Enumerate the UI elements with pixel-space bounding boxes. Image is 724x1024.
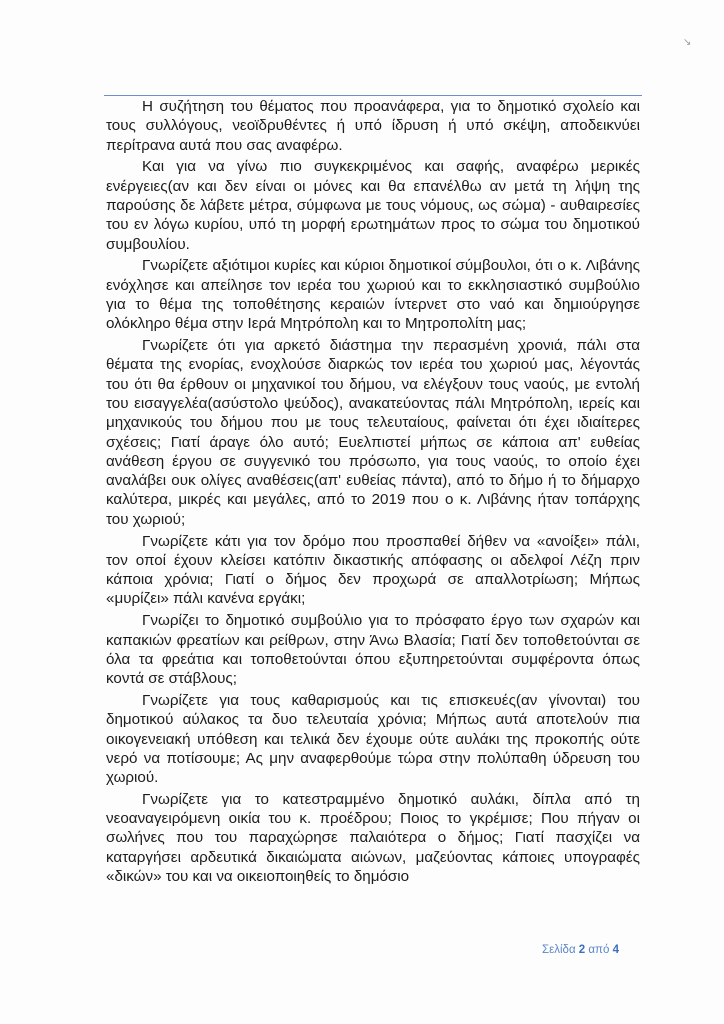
page-footer: [542, 944, 619, 956]
footer-of-word: από: [588, 944, 610, 956]
body-text: [106, 97, 640, 889]
paragraph-6: Γνωρίζει το δημοτικό συμβούλιο για το πρόσφατο έργο των σχαρών και καπακιών φρεατίων και ρείθρων, στην Άνω Βλασία; Γιατί δεν τοποθετούνται σε όλα τα φρεάτια και τοποθετούνται όπου εξυπηρετούνται συμφέροντα όπως κοντά σε στάβλους;: [106, 612, 640, 688]
paragraph-4: Γνωρίζετε ότι για αρκετό διάστημα την περασμένη χρονιά, πάλι στα θέματα της ενορίας, ενοχλούσε διαρκώς τον ιερέα του χωριού μας, λέγοντάς του ότι θα έρθουν οι μηχανικοί του δήμου, να ελέγξουν τους ναούς, με εντολή του εισαγγελέα(ασύστολο ψεύδος), ανακατεύοντας πάλι Μητρόπολη, ιερείς και μηχανικούς του δήμου που με τους τελευταίους, φαίνεται ότι έχει ιδιαίτερες σχέσεις; Γιατί άραγε όλο αυτό; Ευελπιστεί μήπως σε κάποια απ' ευθείας ανάθεση έργου σε συγγενικό του πρόσωπο, για τους ναούς, το οποίο έχει αναλάβει ουκ ολίγες αναθέσεις(απ' ευθείας πάντα), από το δήμο ή το δήμαρχο καλύτερα, μικρές και μεγάλες, από το 2019 που ο κ. Λιβάνης ήταν τοπάρχης του χωριού;: [106, 337, 640, 528]
paragraph-5: Γνωρίζετε κάτι για τον δρόμο που προσπαθεί δήθεν να «ανοίξει» πάλι, τον οποί έχουν κλείσει κατόπιν δικαστικής απόφασης οι αδελφοί Λέζη πριν κάποια χρόνια; Γιατί ο δήμος δεν προχωρά σε απαλλοτρίωση; Μήπως «μυρίζει» πάλι κανένα εργάκι;: [106, 532, 640, 608]
paragraph-1: Η συζήτηση του θέματος που προανάφερα, για το δημοτικό σχολείο και τους συλλόγους, νεοϊδρυθέντες ή υπό ίδρυση ή υπό σκέψη, αποδεικνύει περίτρανα αυτά που σας αναφέρω.: [106, 98, 640, 154]
footer-page-number: 2: [578, 944, 586, 956]
header-rule: [104, 95, 642, 96]
scan-speck-icon: ↘: [683, 37, 692, 48]
paragraph-8: Γνωρίζετε για το κατεστραμμένο δημοτικό αυλάκι, δίπλα από τη νεοαναγειρόμενη οικία του κ. προέδρου; Ποιος το γκρέμισε; Που πήγαν οι σωλήνες που του παραχώρησε παλαιότερα ο δήμος; Γιατί πασχίζει να καταργήσει αρδευτικά δικαιώματα αιώνων, μαζεύοντας κάποιες υπογραφές «δικών» του και να οικειοποιηθείς το δημόσιο: [106, 790, 640, 886]
paragraph-2: Και για να γίνω πιο συγκεκριμένος και σαφής, αναφέρω μερικές ενέργειες(αν και δεν είναι οι μόνες και θα επανέλθω αν μετά τη λήψη της παρούσης δε λάβετε μέτρα, σύμφωνα με τους νόμους, ως σώμα) - αυθαιρεσίες του εν λόγω κυρίου, υπό τη μορφή ερωτημάτων προς το σώμα του δημοτικού συμβουλίου.: [106, 158, 640, 253]
paragraph-3: Γνωρίζετε αξιότιμοι κυρίες και κύριοι δημοτικοί σύμβουλοι, ότι ο κ. Λιβάνης ενόχλησε και απείλησε τον ιερέα του χωριού και το εκκλησιαστικό συμβούλιο για το θέμα της τοποθέτησης κεραιών ίντερνετ στο ναό και δημιούργησε ολόκληρο θέμα στην Ιερά Μητρόπολη και το Μητροπολίτη μας;: [106, 257, 640, 333]
paragraph-7: Γνωρίζετε για τους καθαρισμούς και τις επισκευές(αν γίνονται) του δημοτικού αύλακος τα δυο τελευταία χρόνια; Μήπως αυτά αποτελούν πια οικογενειακή υπόθεση και τελικά δεν έχουμε ούτε αυλάκι της προκοπής ούτε νερό να ποτίσουμε; Ας μην αναφερθούμε τώρα στην πολύπαθη ύδρευση του χωριού.: [106, 691, 640, 787]
footer-page-word: Σελίδα: [542, 944, 576, 956]
footer-total-pages: 4: [612, 944, 619, 956]
